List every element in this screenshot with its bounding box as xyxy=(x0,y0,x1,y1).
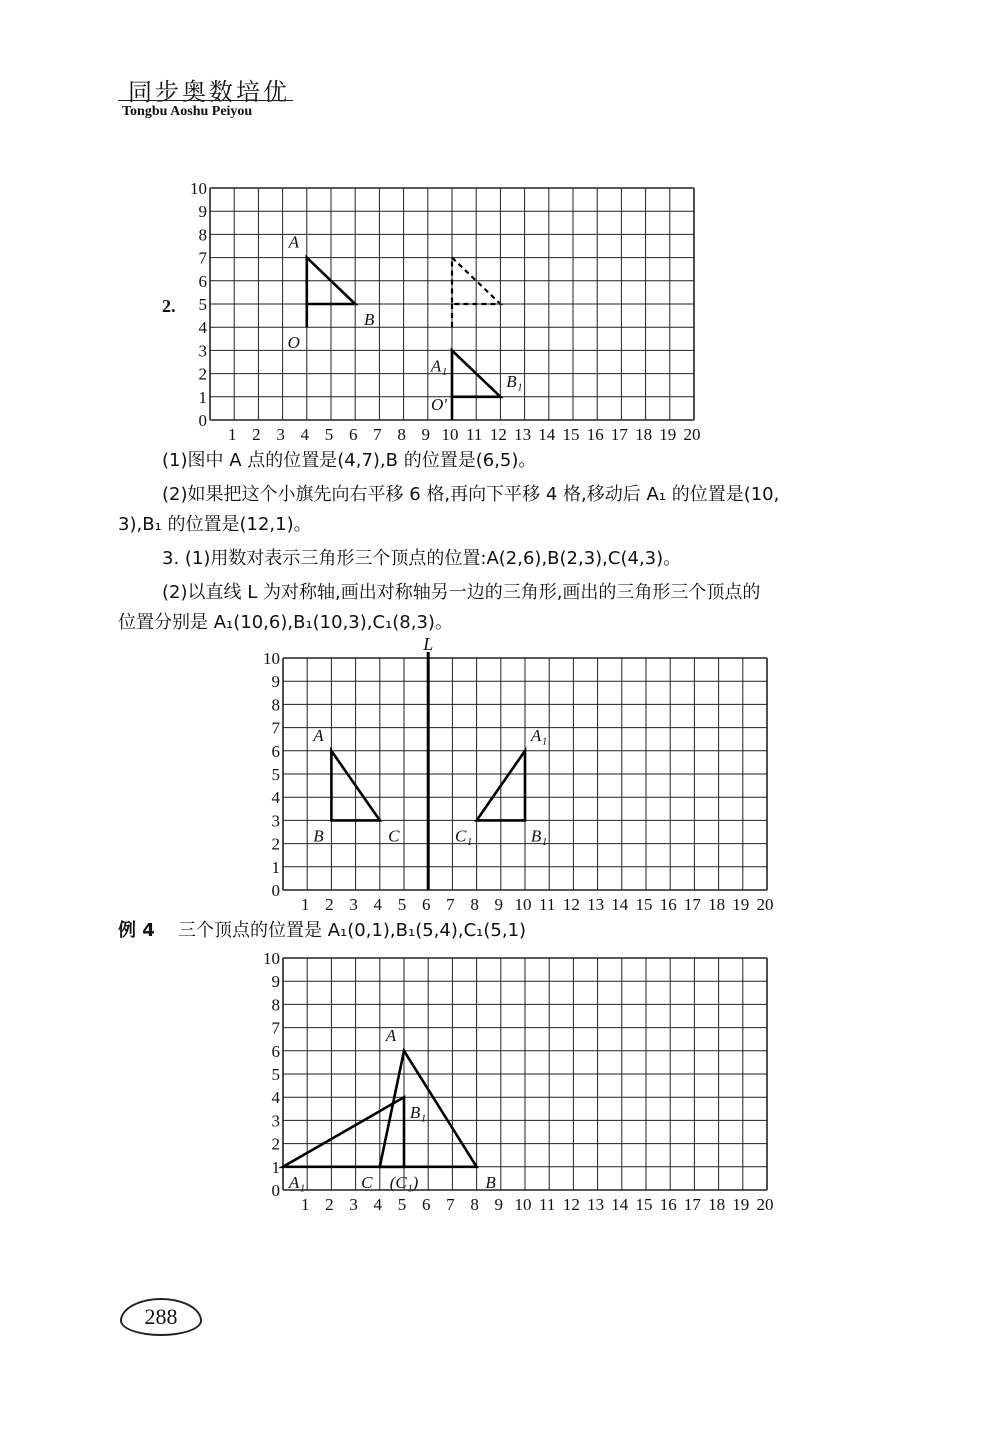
x-tick-label: 9 xyxy=(494,895,504,914)
x-tick-label: 12 xyxy=(562,895,580,914)
problem-3-part-2-line-1: (2)以直线 L 为对称轴,画出对称轴另一边的三角形,画出的三角形三个顶点的 xyxy=(162,582,761,603)
point-label: C₁ xyxy=(454,826,473,846)
x-tick-label: 5 xyxy=(397,1195,407,1214)
y-tick-label: 4 xyxy=(198,318,207,338)
point-label: (C₁) xyxy=(389,1172,419,1192)
y-tick-label: 8 xyxy=(271,995,280,1015)
y-tick-label: 5 xyxy=(271,765,280,784)
x-tick-label: 9 xyxy=(421,425,431,444)
x-tick-label: 3 xyxy=(349,1195,358,1214)
y-tick-label: 8 xyxy=(271,695,280,715)
point-label: C xyxy=(361,1172,373,1192)
x-tick-label: 9 xyxy=(494,1195,504,1214)
problem-2-number: 2. xyxy=(162,296,176,316)
y-tick-label: 10 xyxy=(263,949,280,968)
y-tick-label: 7 xyxy=(271,718,280,738)
x-tick-label: 4 xyxy=(300,425,310,444)
point-label: B xyxy=(364,310,375,329)
problem-3-part-1: 3. (1)用数对表示三角形三个顶点的位置:A(2,6),B(2,3),C(4,3)。 xyxy=(162,548,682,569)
x-tick-label: 19 xyxy=(732,1195,750,1214)
x-tick-label: 10 xyxy=(514,895,532,914)
x-tick-label: 2 xyxy=(325,895,334,914)
symmetry-axis-label: L xyxy=(423,634,434,654)
y-tick-label: 1 xyxy=(271,1157,280,1177)
x-tick-label: 13 xyxy=(587,1195,605,1214)
point-label: B₁ xyxy=(409,1103,427,1123)
example-4-label: 例 4 xyxy=(118,920,155,941)
x-tick-label: 3 xyxy=(349,895,358,914)
example-4-text: 三个顶点的位置是 A₁(0,1),B₁(5,4),C₁(5,1) xyxy=(178,920,527,941)
x-tick-label: 4 xyxy=(373,895,383,914)
problem-2-part-1: (1)图中 A 点的位置是(4,7),B 的位置是(6,5)。 xyxy=(162,450,537,471)
x-tick-label: 17 xyxy=(610,425,628,444)
y-tick-label: 2 xyxy=(271,834,280,854)
point-label: A₁ xyxy=(430,356,448,376)
point-label: A₁ xyxy=(530,725,548,745)
y-tick-label: 3 xyxy=(271,811,280,831)
y-tick-label: 6 xyxy=(271,741,280,761)
point-label: A xyxy=(313,725,324,745)
x-tick-label: 2 xyxy=(325,1195,334,1214)
x-tick-label: 4 xyxy=(373,1195,383,1214)
x-tick-label: 1 xyxy=(300,895,310,914)
x-tick-label: 8 xyxy=(470,895,479,914)
x-tick-label: 20 xyxy=(683,425,701,444)
grid-problem2 xyxy=(190,179,701,444)
point-label: A xyxy=(288,232,299,252)
x-tick-label: 15 xyxy=(562,425,580,444)
y-tick-label: 5 xyxy=(198,295,207,314)
x-tick-label: 20 xyxy=(756,1195,774,1214)
x-tick-label: 10 xyxy=(441,425,459,444)
x-tick-label: 19 xyxy=(659,425,677,444)
x-tick-label: 14 xyxy=(611,895,629,914)
x-tick-label: 18 xyxy=(708,1195,726,1214)
y-tick-label: 3 xyxy=(198,341,207,361)
x-tick-label: 16 xyxy=(586,425,604,444)
point-label: B₁ xyxy=(506,371,523,391)
point-label: B xyxy=(313,826,324,846)
x-tick-label: 6 xyxy=(421,895,431,914)
problem-2-part-2-line-1: (2)如果把这个小旗先向右平移 6 格,再向下平移 4 格,移动后 A₁ 的位置是(10, xyxy=(162,484,780,505)
x-tick-label: 5 xyxy=(397,895,407,914)
x-tick-label: 2 xyxy=(252,425,261,444)
x-tick-label: 14 xyxy=(538,425,556,444)
y-tick-label: 10 xyxy=(263,649,280,668)
x-tick-label: 7 xyxy=(446,1195,455,1214)
x-tick-label: 6 xyxy=(348,425,358,444)
y-tick-label: 0 xyxy=(271,881,280,900)
x-tick-label: 7 xyxy=(373,425,382,444)
x-tick-label: 12 xyxy=(489,425,507,444)
x-tick-label: 6 xyxy=(421,1195,431,1214)
x-tick-label: 19 xyxy=(732,895,750,914)
x-tick-label: 14 xyxy=(611,1195,629,1214)
problem-2-part-2-line-2: 3),B₁ 的位置是(12,1)。 xyxy=(118,514,312,535)
x-tick-label: 17 xyxy=(683,895,701,914)
x-tick-label: 18 xyxy=(635,425,653,444)
book-title: 同步奥数培优 xyxy=(128,78,290,106)
x-tick-label: 18 xyxy=(708,895,726,914)
x-tick-label: 5 xyxy=(324,425,334,444)
x-tick-label: 11 xyxy=(539,1195,556,1214)
x-tick-label: 8 xyxy=(470,1195,479,1214)
y-tick-label: 8 xyxy=(198,225,207,245)
x-tick-label: 8 xyxy=(397,425,406,444)
point-label: O xyxy=(287,333,300,353)
y-tick-label: 1 xyxy=(198,387,207,407)
x-tick-label: 10 xyxy=(514,1195,532,1214)
x-tick-label: 20 xyxy=(756,895,774,914)
y-tick-label: 10 xyxy=(190,179,207,198)
point-label: O' xyxy=(431,395,447,414)
point-label: A₁ xyxy=(288,1172,306,1192)
x-tick-label: 15 xyxy=(635,895,653,914)
y-tick-label: 6 xyxy=(271,1041,280,1061)
x-tick-label: 1 xyxy=(300,1195,310,1214)
x-tick-label: 16 xyxy=(659,895,677,914)
y-tick-label: 2 xyxy=(198,364,207,384)
y-tick-label: 5 xyxy=(271,1065,280,1084)
x-tick-label: 13 xyxy=(514,425,532,444)
point-label: A xyxy=(385,1025,397,1045)
y-tick-label: 7 xyxy=(271,1018,280,1038)
y-tick-label: 4 xyxy=(271,1088,280,1108)
y-tick-label: 9 xyxy=(271,972,280,992)
x-tick-label: 7 xyxy=(446,895,455,914)
x-tick-label: 16 xyxy=(659,1195,677,1214)
book-subtitle: Tongbu Aoshu Peiyou xyxy=(122,104,253,119)
x-tick-label: 13 xyxy=(587,895,605,914)
y-tick-label: 9 xyxy=(271,672,280,692)
y-tick-label: 4 xyxy=(271,788,280,808)
x-tick-label: 1 xyxy=(227,425,237,444)
point-label: B₁ xyxy=(530,826,548,846)
x-tick-label: 11 xyxy=(466,425,483,444)
grid-problem3 xyxy=(263,634,774,914)
y-tick-label: 0 xyxy=(271,1181,280,1200)
y-tick-label: 6 xyxy=(198,271,207,291)
page-number: 288 xyxy=(120,1298,202,1336)
y-tick-label: 0 xyxy=(198,411,207,430)
x-tick-label: 11 xyxy=(539,895,556,914)
point-label: C xyxy=(388,826,400,846)
x-tick-label: 3 xyxy=(276,425,285,444)
y-tick-label: 2 xyxy=(271,1134,280,1154)
point-label: B xyxy=(485,1172,496,1192)
grid-example4 xyxy=(263,949,774,1214)
x-tick-label: 15 xyxy=(635,1195,653,1214)
y-tick-label: 3 xyxy=(271,1111,280,1131)
x-tick-label: 17 xyxy=(683,1195,701,1214)
y-tick-label: 7 xyxy=(198,248,207,268)
y-tick-label: 9 xyxy=(198,202,207,222)
x-tick-label: 12 xyxy=(562,1195,580,1214)
y-tick-label: 1 xyxy=(271,857,280,877)
problem-3-part-2-line-2: 位置分别是 A₁(10,6),B₁(10,3),C₁(8,3)。 xyxy=(118,612,453,633)
